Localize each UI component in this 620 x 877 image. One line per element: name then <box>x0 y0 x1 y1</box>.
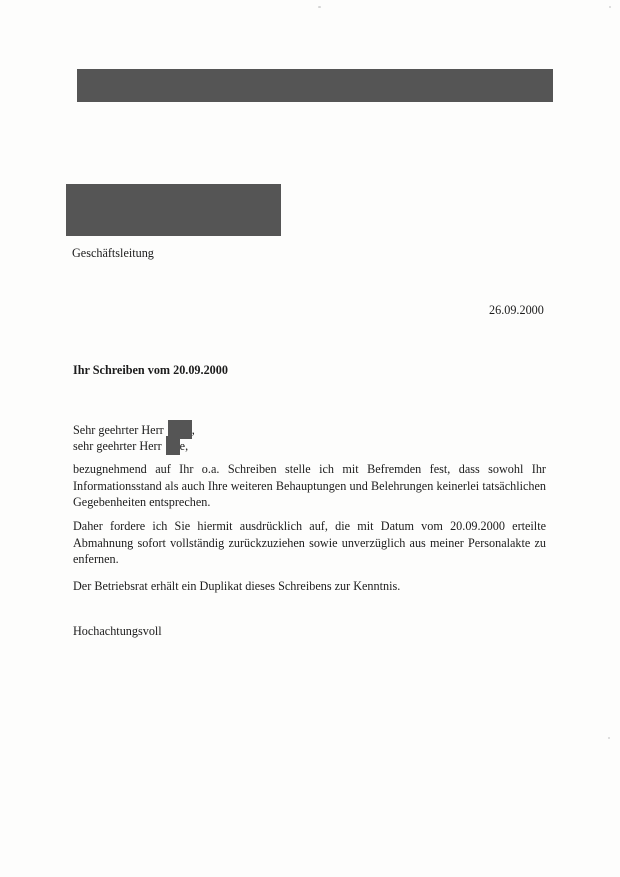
salutation-line-1-suffix: , <box>191 423 195 437</box>
sender-department: Geschäftsleitung <box>72 246 154 260</box>
redacted-sender-block <box>66 184 281 236</box>
redacted-name <box>166 436 180 455</box>
body-paragraph: Der Betriebsrat erhält ein Duplikat dieses Schreibens zur Kenntnis. <box>73 579 401 593</box>
letter-date: 26.09.2000 <box>489 303 544 317</box>
salutation-line-2 <box>73 436 188 455</box>
body-paragraph: Daher fordere ich Sie hiermit ausdrücklich auf, die mit Datum vom 20.09.2000 erteilte Abmahnung sofort vollständig zurückzuziehen sowie unverzüglich aus meiner Personalakte zu enfernen. <box>73 519 546 566</box>
salutation-line-2-prefix: sehr geehrter Herr <box>73 439 162 453</box>
letter-subject: Ihr Schreiben vom 20.09.2000 <box>73 363 228 377</box>
body-paragraph: bezugnehmend auf Ihr o.a. Schreiben stelle ich mit Befremden fest, dass sowohl Ihr Informationsstand als auch Ihre weiteren Behauptungen und Belehrungen keinerlei tatsächlichen Gegebenheiten entsprechen. <box>73 462 546 509</box>
salutation-line-1-prefix: Sehr geehrter Herr <box>73 423 164 437</box>
closing: Hochachtungsvoll <box>73 624 162 638</box>
salutation-line-2-suffix: e, <box>179 439 189 453</box>
scan-speck <box>318 6 321 8</box>
redacted-header-bar <box>77 69 553 102</box>
scan-speck <box>608 737 610 739</box>
scan-speck <box>609 6 611 8</box>
